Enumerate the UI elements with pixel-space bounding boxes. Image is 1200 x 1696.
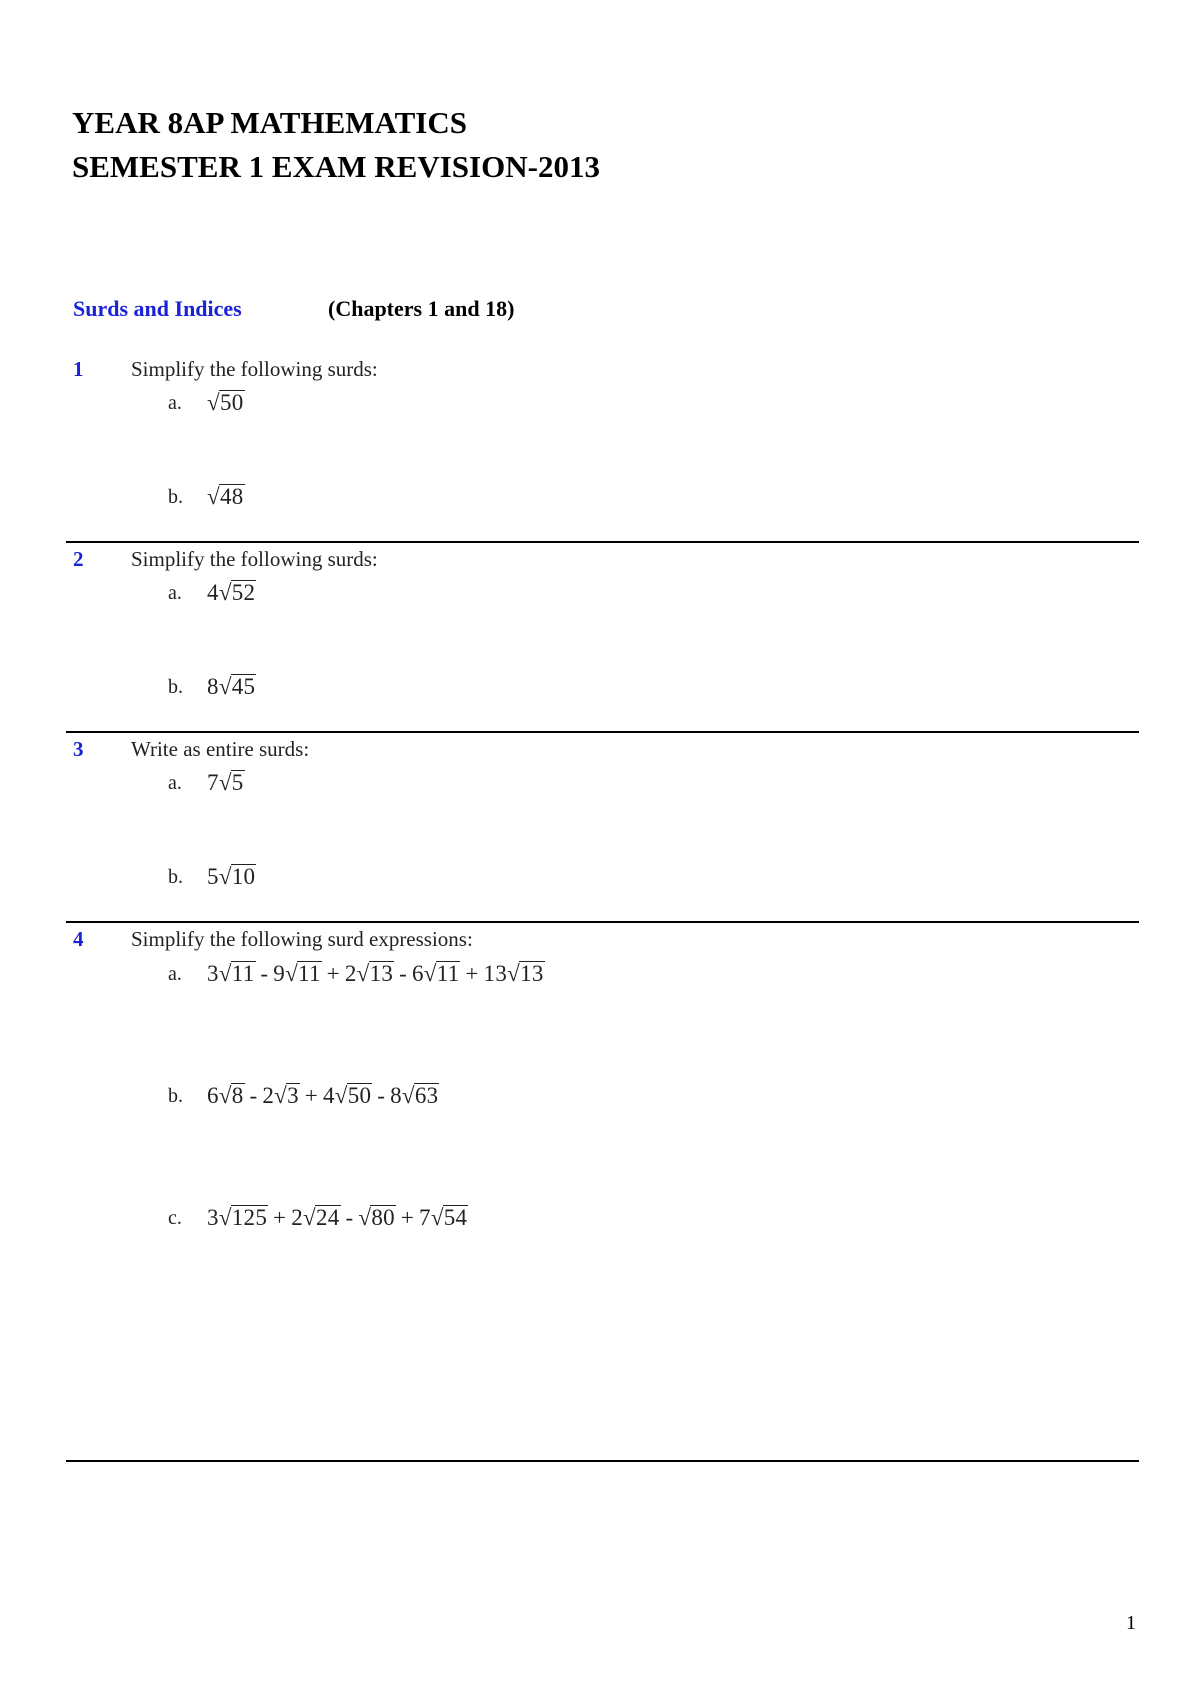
question-4c-expression [207, 1205, 468, 1231]
radicand: 3 [287, 1083, 299, 1108]
square-root-icon: √ [430, 1205, 444, 1230]
expression-coefficient: + 4 [299, 1083, 335, 1108]
square-root-icon: √ [358, 1205, 372, 1230]
radicand: 45 [231, 674, 256, 699]
square-root-icon: √ [218, 961, 232, 986]
question-2-number: 2 [73, 547, 84, 571]
radicand: 50 [219, 390, 244, 415]
radicand: 54 [443, 1205, 468, 1230]
question-1a-expression [207, 390, 245, 416]
radicand: 13 [520, 961, 544, 986]
square-root-icon: √ [218, 770, 232, 795]
square-root-icon: √ [401, 1083, 415, 1108]
section-chapters: (Chapters 1 and 18) [328, 296, 515, 321]
radicand: 125 [231, 1205, 268, 1230]
expression-coefficient: + 2 [321, 961, 357, 986]
divider [66, 1460, 1139, 1462]
radicand: 63 [414, 1083, 439, 1108]
expression-coefficient: + 2 [268, 1205, 304, 1230]
expression-coefficient: 4 [207, 580, 219, 605]
square-root-icon: √ [218, 674, 232, 699]
question-4-number: 4 [73, 927, 84, 951]
expression-coefficient: + 7 [395, 1205, 431, 1230]
radicand: 13 [369, 961, 394, 986]
expression-coefficient: - 6 [394, 961, 424, 986]
question-2-text: Simplify the following surds: [131, 547, 378, 571]
question-4a-expression [207, 961, 545, 987]
square-root-icon: √ [356, 961, 370, 986]
question-3-number: 3 [73, 737, 84, 761]
square-root-icon: √ [285, 961, 299, 986]
radicand: 24 [315, 1205, 340, 1230]
radicand: 11 [231, 961, 255, 986]
radicand: 8 [231, 1083, 244, 1108]
square-root-icon: √ [218, 1205, 232, 1230]
square-root-icon: √ [218, 864, 232, 889]
question-3a-expression [207, 770, 245, 796]
square-root-icon: √ [423, 961, 437, 986]
question-4-text: Simplify the following surd expressions: [131, 927, 473, 951]
radicand: 48 [219, 484, 244, 509]
expression-coefficient: - 9 [255, 961, 286, 986]
question-1-number: 1 [73, 357, 84, 381]
square-root-icon: √ [218, 580, 232, 605]
question-2a-expression [207, 580, 256, 606]
expression-coefficient: 7 [207, 770, 219, 795]
question-1b-label: b. [168, 486, 183, 508]
divider [66, 921, 1139, 923]
question-4c-label: c. [168, 1207, 182, 1229]
expression-coefficient: 6 [207, 1083, 219, 1108]
expression-coefficient: - [340, 1205, 359, 1230]
question-1b-expression [207, 484, 245, 510]
divider [66, 731, 1139, 733]
radicand: 50 [347, 1083, 372, 1108]
document-title-line1: YEAR 8AP MATHEMATICS [72, 105, 467, 140]
square-root-icon: √ [218, 1083, 232, 1108]
expression-coefficient: 3 [207, 961, 219, 986]
square-root-icon: √ [303, 1205, 316, 1230]
radicand: 52 [231, 580, 256, 605]
radicand: 11 [436, 961, 460, 986]
expression-coefficient: 3 [207, 1205, 219, 1230]
square-root-icon: √ [207, 390, 220, 415]
question-2b-label: b. [168, 676, 183, 698]
section-heading: Surds and Indices [73, 296, 242, 321]
radicand: 80 [371, 1205, 395, 1230]
expression-coefficient: - 8 [372, 1083, 402, 1108]
question-3b-expression [207, 864, 256, 890]
question-2b-expression [207, 674, 256, 700]
expression-coefficient: 8 [207, 674, 219, 699]
radicand: 11 [298, 961, 321, 986]
document-title-line2: SEMESTER 1 EXAM REVISION-2013 [72, 149, 600, 184]
expression-coefficient: - 2 [244, 1083, 275, 1108]
expression-coefficient: + 13 [460, 961, 508, 986]
question-3a-label: a. [168, 772, 182, 794]
page-number: 1 [1126, 1612, 1136, 1634]
square-root-icon: √ [507, 961, 521, 986]
question-4b-label: b. [168, 1085, 183, 1107]
question-3-text: Write as entire surds: [131, 737, 310, 761]
radicand: 10 [231, 864, 256, 889]
divider [66, 541, 1139, 543]
expression-coefficient: 5 [207, 864, 219, 889]
question-4a-label: a. [168, 963, 182, 985]
radicand: 5 [231, 770, 244, 795]
square-root-icon: √ [207, 484, 220, 509]
question-1a-label: a. [168, 392, 182, 414]
question-3b-label: b. [168, 866, 183, 888]
question-4b-expression [207, 1083, 439, 1109]
question-2a-label: a. [168, 582, 182, 604]
square-root-icon: √ [274, 1083, 288, 1108]
question-1-text: Simplify the following surds: [131, 357, 378, 381]
square-root-icon: √ [334, 1083, 348, 1108]
